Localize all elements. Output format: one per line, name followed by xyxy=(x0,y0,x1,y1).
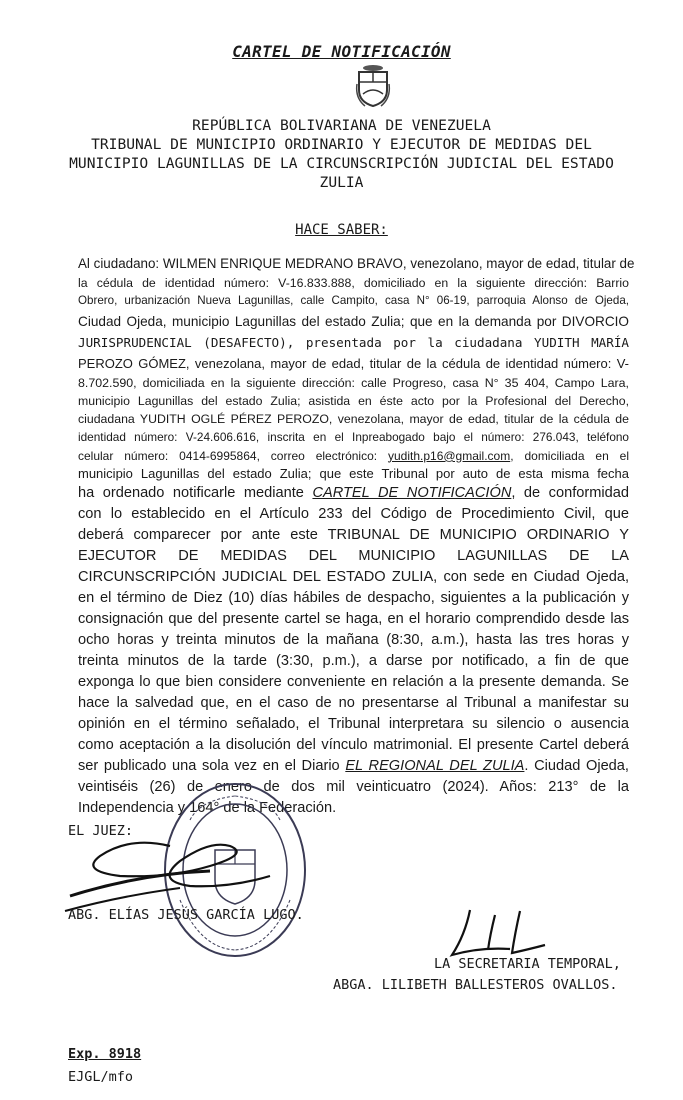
body-line xyxy=(78,756,629,777)
body-line: 8.702.590, domiciliada en la siguiente dirección: calle Progreso, casa N° 35 404, Campo Lara, xyxy=(78,375,629,390)
body-line: como aceptación a la disolución del vínculo matrimonial. El presente Cartel deberá xyxy=(78,737,629,754)
body-line: ciudadana YUDITH OGLÉ PÉREZ PEROZO, venezolana, mayor de edad, titular de la cédula de xyxy=(78,412,629,427)
body-line: veintiséis (26) de enero de dos mil veinticuatro (2024). Años: 213° de la xyxy=(78,779,629,796)
juez-name: ABG. ELÍAS JESÚS GARCÍA LUGO. xyxy=(68,907,304,923)
header-line: REPÚBLICA BOLIVARIANA DE VENEZUELA xyxy=(192,117,491,134)
header-line: MUNICIPIO LAGUNILLAS DE LA CIRCUNSCRIPCIÓN JUDICIAL DEL ESTADO xyxy=(69,155,614,172)
header-line: ZULIA xyxy=(319,174,364,191)
body-text: ha ordenado notificarle mediante xyxy=(78,485,313,502)
body-line: ocho horas y treinta minutos de la mañana (8:30, a.m.), hasta las tres horas y xyxy=(78,632,629,649)
body-text: ser publicado una sola vez en el Diario xyxy=(78,758,346,775)
body-text: celular número: 0414-6995864, correo electrónico: xyxy=(78,448,388,463)
juez-signature xyxy=(60,826,300,916)
document-title: CARTEL DE NOTIFICACIÓN xyxy=(232,42,451,61)
body-text: . Ciudad Ojeda, xyxy=(524,758,629,775)
email-link[interactable]: yudith.p16@gmail.com xyxy=(387,448,511,463)
hace-saber-heading: HACE SABER: xyxy=(295,222,388,238)
body-line: Al ciudadano: WILMEN ENRIQUE MEDRANO BRAVO, venezolano, mayor de edad, titular de xyxy=(78,256,635,271)
body-line: identidad número: V-24.606.616, inscrita en el Inpreabogado bajo el número: 276.043, teléfono xyxy=(78,430,629,445)
body-line: la cédula de identidad número: V-16.833.888, domiciliado en la siguiente dirección: Barrio xyxy=(78,276,629,290)
body-line: Obrero, urbanización Nueva Lagunillas, calle Campito, casa N° 06-19, parroquia Alonso de Ojeda, xyxy=(78,294,629,308)
body-line: Independencia y 164° de la Federación. xyxy=(78,800,337,817)
body-line: en el término de Diez (10) días hábiles de despacho, siguientes a la publicación y xyxy=(78,590,629,607)
body-line: opinión en el término señalado, el Tribunal interpretara su silencio o ausencia xyxy=(78,716,629,733)
coat-of-arms-icon xyxy=(355,64,391,108)
body-text: , domiciliada en el xyxy=(510,448,629,463)
body-text: , de conformidad xyxy=(511,485,629,502)
body-line: PEROZO GÓMEZ, venezolana, mayor de edad, titular de la cédula de identidad número: V- xyxy=(78,355,629,371)
newspaper-name: EL REGIONAL DEL ZULIA xyxy=(345,758,525,775)
body-line: CIRCUNSCRIPCIÓN JUDICIAL DEL ESTADO ZULIA, con sede en Ciudad Ojeda, xyxy=(78,569,629,586)
body-line: JURISPRUDENCIAL (DESAFECTO), presentada por la ciudadana YUDITH MARÍA xyxy=(78,334,629,350)
body-line: municipio Lagunillas del estado Zulia; que este Tribunal por auto de esta misma fecha xyxy=(78,466,629,482)
cartel-emphasis: CARTEL DE NOTIFICACIÓN xyxy=(312,485,512,502)
body-line xyxy=(78,447,629,465)
body-line xyxy=(78,483,629,504)
secretaria-name: ABGA. LILIBETH BALLESTEROS OVALLOS. xyxy=(333,977,618,993)
court-header xyxy=(30,116,653,192)
header-line: TRIBUNAL DE MUNICIPIO ORDINARIO Y EJECUTOR DE MEDIDAS DEL xyxy=(91,136,592,153)
body-line: municipio Lagunillas del estado Zulia; asistida en éste acto por la Profesional del Derecho, xyxy=(78,393,629,408)
body-line: exponga lo que bien considere conveniente en relación a la presente demanda. Se xyxy=(78,674,629,691)
notification-body xyxy=(78,253,635,819)
body-line: treinta minutos de la tarde (3:30, p.m.), a darse por notificado, a fin de que xyxy=(78,653,629,670)
body-line: consignación que del presente cartel se haga, en el horario comprendido desde las xyxy=(78,611,629,628)
initials: EJGL/mfo xyxy=(68,1069,134,1085)
expediente-number: Exp. 8918 xyxy=(68,1046,142,1062)
body-line: hace la salvedad que, en el caso de no presentarse al Tribunal a manifestar su xyxy=(78,695,629,712)
secretaria-label: LA SECRETARIA TEMPORAL, xyxy=(434,956,621,972)
body-line: deberá comparecer por ante este TRIBUNAL DE MUNICIPIO ORDINARIO Y xyxy=(78,527,629,544)
body-line: Ciudad Ojeda, municipio Lagunillas del estado Zulia; que en la demanda por DIVORCIO xyxy=(78,313,629,329)
juez-label: EL JUEZ: xyxy=(68,823,134,839)
body-line: con lo establecido en el Artículo 233 del Código de Procedimiento Civil, que xyxy=(78,506,629,523)
body-line: EJECUTOR DE MEDIDAS DEL MUNICIPIO LAGUNILLAS DE LA xyxy=(78,548,629,565)
